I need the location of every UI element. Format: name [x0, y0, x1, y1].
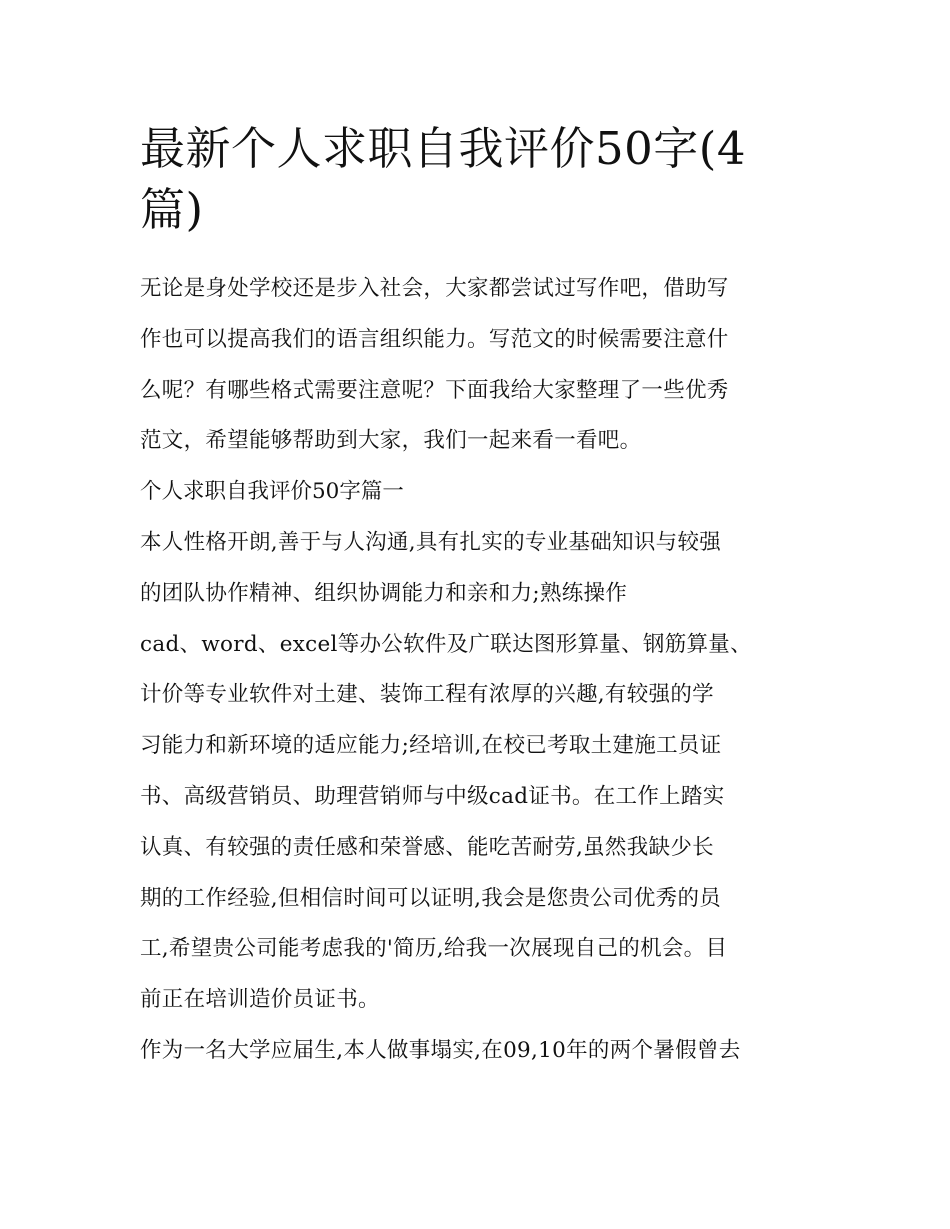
intro-paragraph [140, 264, 812, 467]
intro-line: 范文，希望能够帮助到大家，我们一起来看一看吧。 [140, 428, 642, 454]
body-line: 工,希望贵公司能考虑我的'简历,给我一次展现自己的机会。目 [140, 936, 728, 962]
title-line-2: 篇) [140, 183, 204, 236]
section2-paragraph [140, 1026, 812, 1077]
body-line: 习能力和新环境的适应能力;经培训,在校已考取土建施工员证 [140, 733, 722, 759]
document-title [140, 118, 812, 240]
body-line: 前正在培训造价员证书。 [140, 987, 380, 1013]
body-line: 认真、有较强的责任感和荣誉感、能吃苦耐劳,虽然我缺少长 [140, 834, 714, 860]
intro-line: 作也可以提高我们的语言组织能力。写范文的时候需要注意什 [140, 326, 729, 352]
section-heading: 个人求职自我评价50字篇一 [140, 479, 404, 505]
intro-line: 无论是身处学校还是步入社会，大家都尝试过写作吧，借助写 [140, 276, 729, 301]
title-line-1: 最新个人求职自我评价50字(4 [140, 122, 746, 175]
body-line: 期的工作经验,但相信时间可以证明,我会是您贵公司优秀的员 [140, 885, 722, 911]
intro-line: 么呢？有哪些格式需要注意呢？下面我给大家整理了一些优秀 [140, 377, 729, 403]
body-line: cad、word、excel等办公软件及广联达图形算量、钢筋算量、 [140, 631, 752, 657]
body-line: 作为一名大学应届生,本人做事塌实,在09,10年的两个暑假曾去 [140, 1037, 741, 1063]
body-line: 书、高级营销员、助理营销师与中级cad证书。在工作上踏实 [140, 783, 725, 809]
document-page [140, 118, 812, 1077]
section1-paragraph [140, 518, 812, 1026]
body-line: 计价等专业软件对土建、装饰工程有浓厚的兴趣,有较强的学 [140, 682, 714, 708]
body-line: 的团队协作精神、组织协调能力和亲和力;熟练操作 [140, 580, 628, 606]
body-line: 本人性格开朗,善于与人沟通,具有扎实的专业基础知识与较强 [140, 529, 722, 555]
